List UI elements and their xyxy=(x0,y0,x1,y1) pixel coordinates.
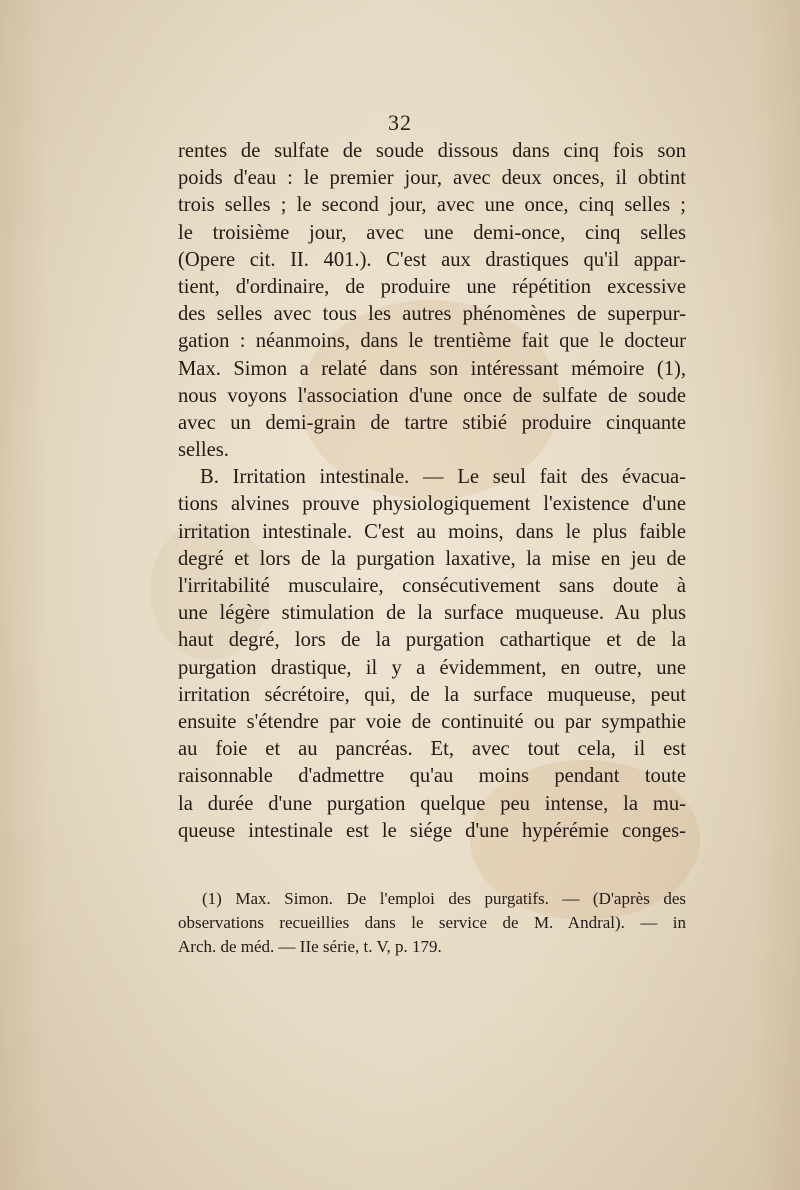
body-text xyxy=(178,138,686,845)
text-line: ensuite s'étendre par voie de continuité ou par sympathie xyxy=(178,710,686,733)
text-line: irritation intestinale. C'est au moins, dans le plus faible xyxy=(178,520,686,543)
section-heading-line: B. Irritation intestinale. — Le seul fait des évacua- xyxy=(200,466,686,489)
footnote-line: observations recueillies dans le service de M. Andral). — in xyxy=(178,913,686,932)
text-line: la durée d'une purgation quelque peu intense, la mu- xyxy=(178,792,686,815)
text-line: haut degré, lors de la purgation cathartique et de la xyxy=(178,629,686,652)
text-line: trois selles ; le second jour, avec une once, cinq selles ; xyxy=(178,194,686,217)
text-line: l'irritabilité musculaire, consécutivement sans doute à xyxy=(178,575,686,597)
text-line: selles. xyxy=(178,439,229,462)
text-line: tient, d'ordinaire, de produire une répétition excessive xyxy=(178,275,686,298)
text-line: une légère stimulation de la surface muqueuse. Au plus xyxy=(178,602,686,625)
text-line: avec un demi-grain de tartre stibié produire cinquante xyxy=(178,411,686,434)
text-line: au foie et au pancréas. Et, avec tout cela, il est xyxy=(178,738,686,761)
text-line: poids d'eau : le premier jour, avec deux onces, il obtint xyxy=(178,167,686,190)
text-line: gation : néanmoins, dans le trentième fait que le docteur xyxy=(178,330,686,353)
text-line: (Opere cit. II. 401.). C'est aux drastiques qu'il appar- xyxy=(178,248,686,271)
text-line: degré et lors de la purgation laxative, la mise en jeu de xyxy=(178,547,686,570)
text-line: tions alvines prouve physiologiquement l'existence d'une xyxy=(178,493,686,516)
text-line: raisonnable d'admettre qu'au moins pendant toute xyxy=(178,765,686,788)
footnote-line: Arch. de méd. — IIe série, t. V, p. 179. xyxy=(178,937,442,956)
footnote-line: (1) Max. Simon. De l'emploi des purgatifs. — (D'après des xyxy=(202,889,686,908)
page-number: 32 xyxy=(388,110,412,135)
text-line: Max. Simon a relaté dans son intéressant mémoire (1), xyxy=(178,357,686,380)
text-line: purgation drastique, il y a évidemment, en outre, une xyxy=(178,656,686,679)
text-line: rentes de sulfate de soude dissous dans cinq fois son xyxy=(178,140,686,162)
text-line: des selles avec tous les autres phénomènes de superpur- xyxy=(178,303,686,326)
text-line: irritation sécrétoire, qui, de la surface muqueuse, peut xyxy=(178,683,686,706)
text-line: nous voyons l'association d'une once de sulfate de soude xyxy=(178,384,686,407)
footnote xyxy=(178,887,686,959)
text-line: queuse intestinale est le siége d'une hypérémie conges- xyxy=(178,819,686,842)
text-line: le troisième jour, avec une demi-once, cinq selles xyxy=(178,221,686,244)
